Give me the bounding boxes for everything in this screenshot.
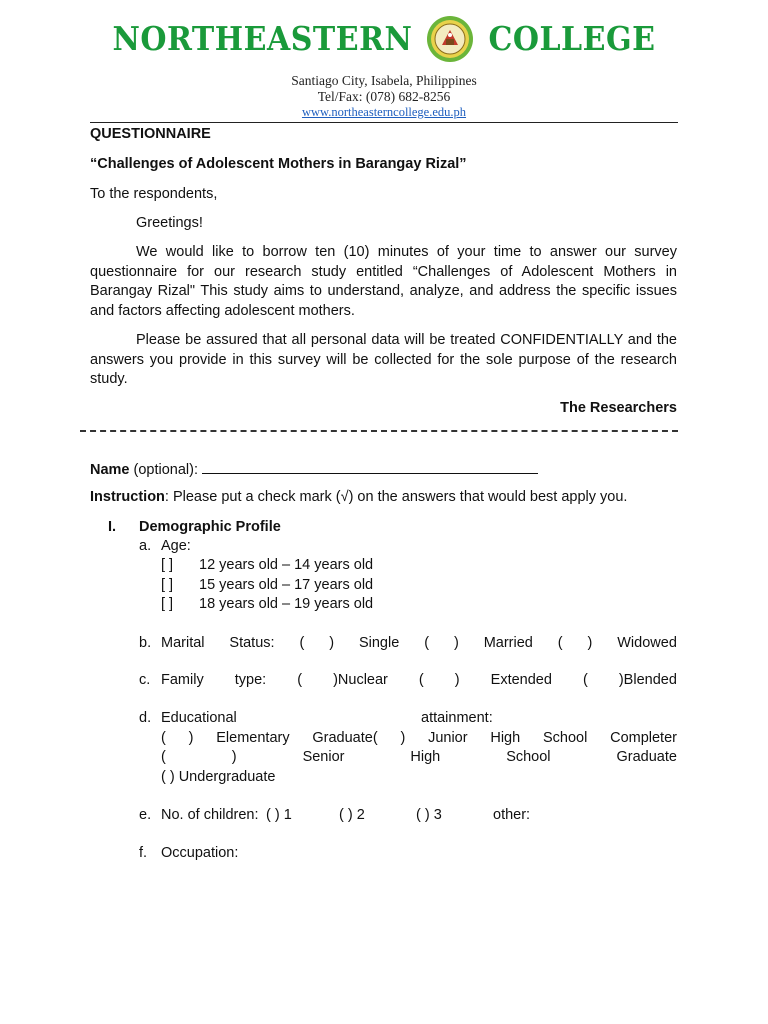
- letterhead: [0, 14, 768, 64]
- marital-status-row[interactable]: [161, 634, 677, 654]
- word: School: [506, 749, 551, 765]
- education-line-3[interactable]: [161, 748, 677, 768]
- children-option-1[interactable]: ( ) 1: [266, 807, 292, 823]
- checkbox-open[interactable]: (: [161, 749, 166, 765]
- checkbox-open[interactable]: (: [161, 730, 166, 746]
- name-blank-line[interactable]: [202, 459, 538, 474]
- name-hint: (optional):: [129, 462, 199, 478]
- checkbox-close[interactable]: ): [453, 635, 459, 651]
- checkbox-open[interactable]: (: [418, 672, 424, 688]
- option-married: Married: [483, 635, 533, 651]
- checkbox-close[interactable]: ): [587, 635, 593, 651]
- checkbox[interactable]: [ ]: [161, 577, 174, 593]
- option-text: 15 years old – 17 years old: [199, 577, 374, 593]
- doc-heading: QUESTIONNAIRE: [90, 126, 211, 142]
- name-field[interactable]: [90, 459, 538, 481]
- checkbox-open[interactable]: (: [582, 672, 588, 688]
- children-marker: e.: [139, 807, 152, 823]
- word: School: [542, 730, 588, 746]
- college-name-left: NORTHEASTERN: [112, 20, 413, 58]
- option-elementary-graduate: Graduate(: [312, 730, 378, 746]
- option-jhs-completer: Completer: [610, 730, 677, 746]
- age-marker: a.: [139, 538, 152, 554]
- section-title: Demographic Profile: [139, 519, 281, 535]
- education-word: Educational: [161, 710, 237, 726]
- confidentiality-paragraph: Please be assured that all personal data will be treated CONFIDENTIALLY and the answers you provide in this survey will be collected for the sole purpose of the research study.: [90, 332, 677, 387]
- greeting: Greetings!: [136, 215, 203, 231]
- option-nuclear[interactable]: )Nuclear: [333, 672, 388, 688]
- word: Junior: [428, 730, 468, 746]
- checkbox-open[interactable]: (: [424, 635, 430, 651]
- instruction-label: Instruction: [90, 489, 165, 505]
- college-telfax: Tel/Fax: (078) 682-8256: [317, 89, 451, 104]
- instruction: [90, 488, 627, 508]
- word: High: [490, 730, 521, 746]
- option-text: 18 years old – 19 years old: [199, 596, 374, 612]
- word: type:: [234, 672, 267, 688]
- word: Status:: [229, 635, 275, 651]
- option-widowed: Widowed: [617, 635, 677, 651]
- education-marker: d.: [139, 710, 152, 726]
- checkbox-open[interactable]: (: [297, 672, 303, 688]
- occupation-label: Occupation:: [161, 845, 239, 861]
- instruction-text: : Please put a check mark (√) on the answers that would best apply you.: [164, 489, 628, 505]
- family-type-row[interactable]: [161, 671, 677, 691]
- family-marker: c.: [139, 672, 151, 688]
- word: Elementary: [216, 730, 290, 746]
- children-label: No. of children:: [161, 807, 259, 823]
- option-blended[interactable]: )Blended: [618, 672, 677, 688]
- option-undergraduate[interactable]: ( ) Undergraduate: [161, 769, 276, 785]
- checkbox-close[interactable]: ): [231, 749, 237, 765]
- name-label: Name: [90, 462, 130, 478]
- checkbox-close[interactable]: ): [329, 635, 335, 651]
- intro-paragraph: We would like to borrow ten (10) minutes of your time to answer our survey questionnaire for our research study entitled “Challenges of Adolescent Mothers in Barangay Rizal" This study aims to understand, analyze, and address the specific issues and factors affecting adolescent mothers.: [90, 244, 677, 319]
- checkbox-close[interactable]: ): [454, 672, 460, 688]
- age-option-3[interactable]: [161, 595, 373, 615]
- word: High: [410, 749, 441, 765]
- option-extended: Extended: [490, 672, 552, 688]
- children-other[interactable]: other:: [493, 807, 531, 823]
- checkbox-close[interactable]: ): [188, 730, 194, 746]
- marital-marker: b.: [139, 635, 152, 651]
- word: Family: [161, 672, 204, 688]
- college-name-right: COLLEGE: [488, 20, 656, 58]
- college-address: Santiago City, Isabela, Philippines: [291, 73, 477, 88]
- college-website-link[interactable]: www.northeasterncollege.edu.ph: [301, 105, 467, 119]
- attainment-word: attainment:: [421, 710, 493, 726]
- word: Marital: [161, 635, 205, 651]
- word: Senior: [302, 749, 345, 765]
- salutation: To the respondents,: [90, 186, 218, 202]
- header-rule: [90, 122, 678, 123]
- occupation-marker: f.: [139, 845, 148, 861]
- education-line-2[interactable]: [161, 729, 677, 749]
- doc-title: “Challenges of Adolescent Mothers in Barangay Rizal”: [90, 156, 467, 172]
- checkbox-open[interactable]: (: [557, 635, 563, 651]
- college-seal-icon: [426, 15, 474, 63]
- age-option-1[interactable]: [161, 556, 373, 576]
- option-text: 12 years old – 14 years old: [199, 557, 374, 573]
- checkbox[interactable]: [ ]: [161, 557, 174, 573]
- checkbox-close[interactable]: ): [400, 730, 406, 746]
- checkbox-open[interactable]: (: [299, 635, 305, 651]
- children-option-2[interactable]: ( ) 2: [339, 807, 365, 823]
- cut-line: [80, 430, 678, 432]
- signature: The Researchers: [560, 400, 677, 416]
- age-option-2[interactable]: [161, 576, 373, 596]
- children-option-3[interactable]: ( ) 3: [416, 807, 442, 823]
- section-number: I.: [108, 519, 117, 535]
- age-label: Age:: [161, 538, 191, 554]
- option-single: Single: [358, 635, 400, 651]
- checkbox[interactable]: [ ]: [161, 596, 174, 612]
- option-shs-graduate: Graduate: [616, 749, 677, 765]
